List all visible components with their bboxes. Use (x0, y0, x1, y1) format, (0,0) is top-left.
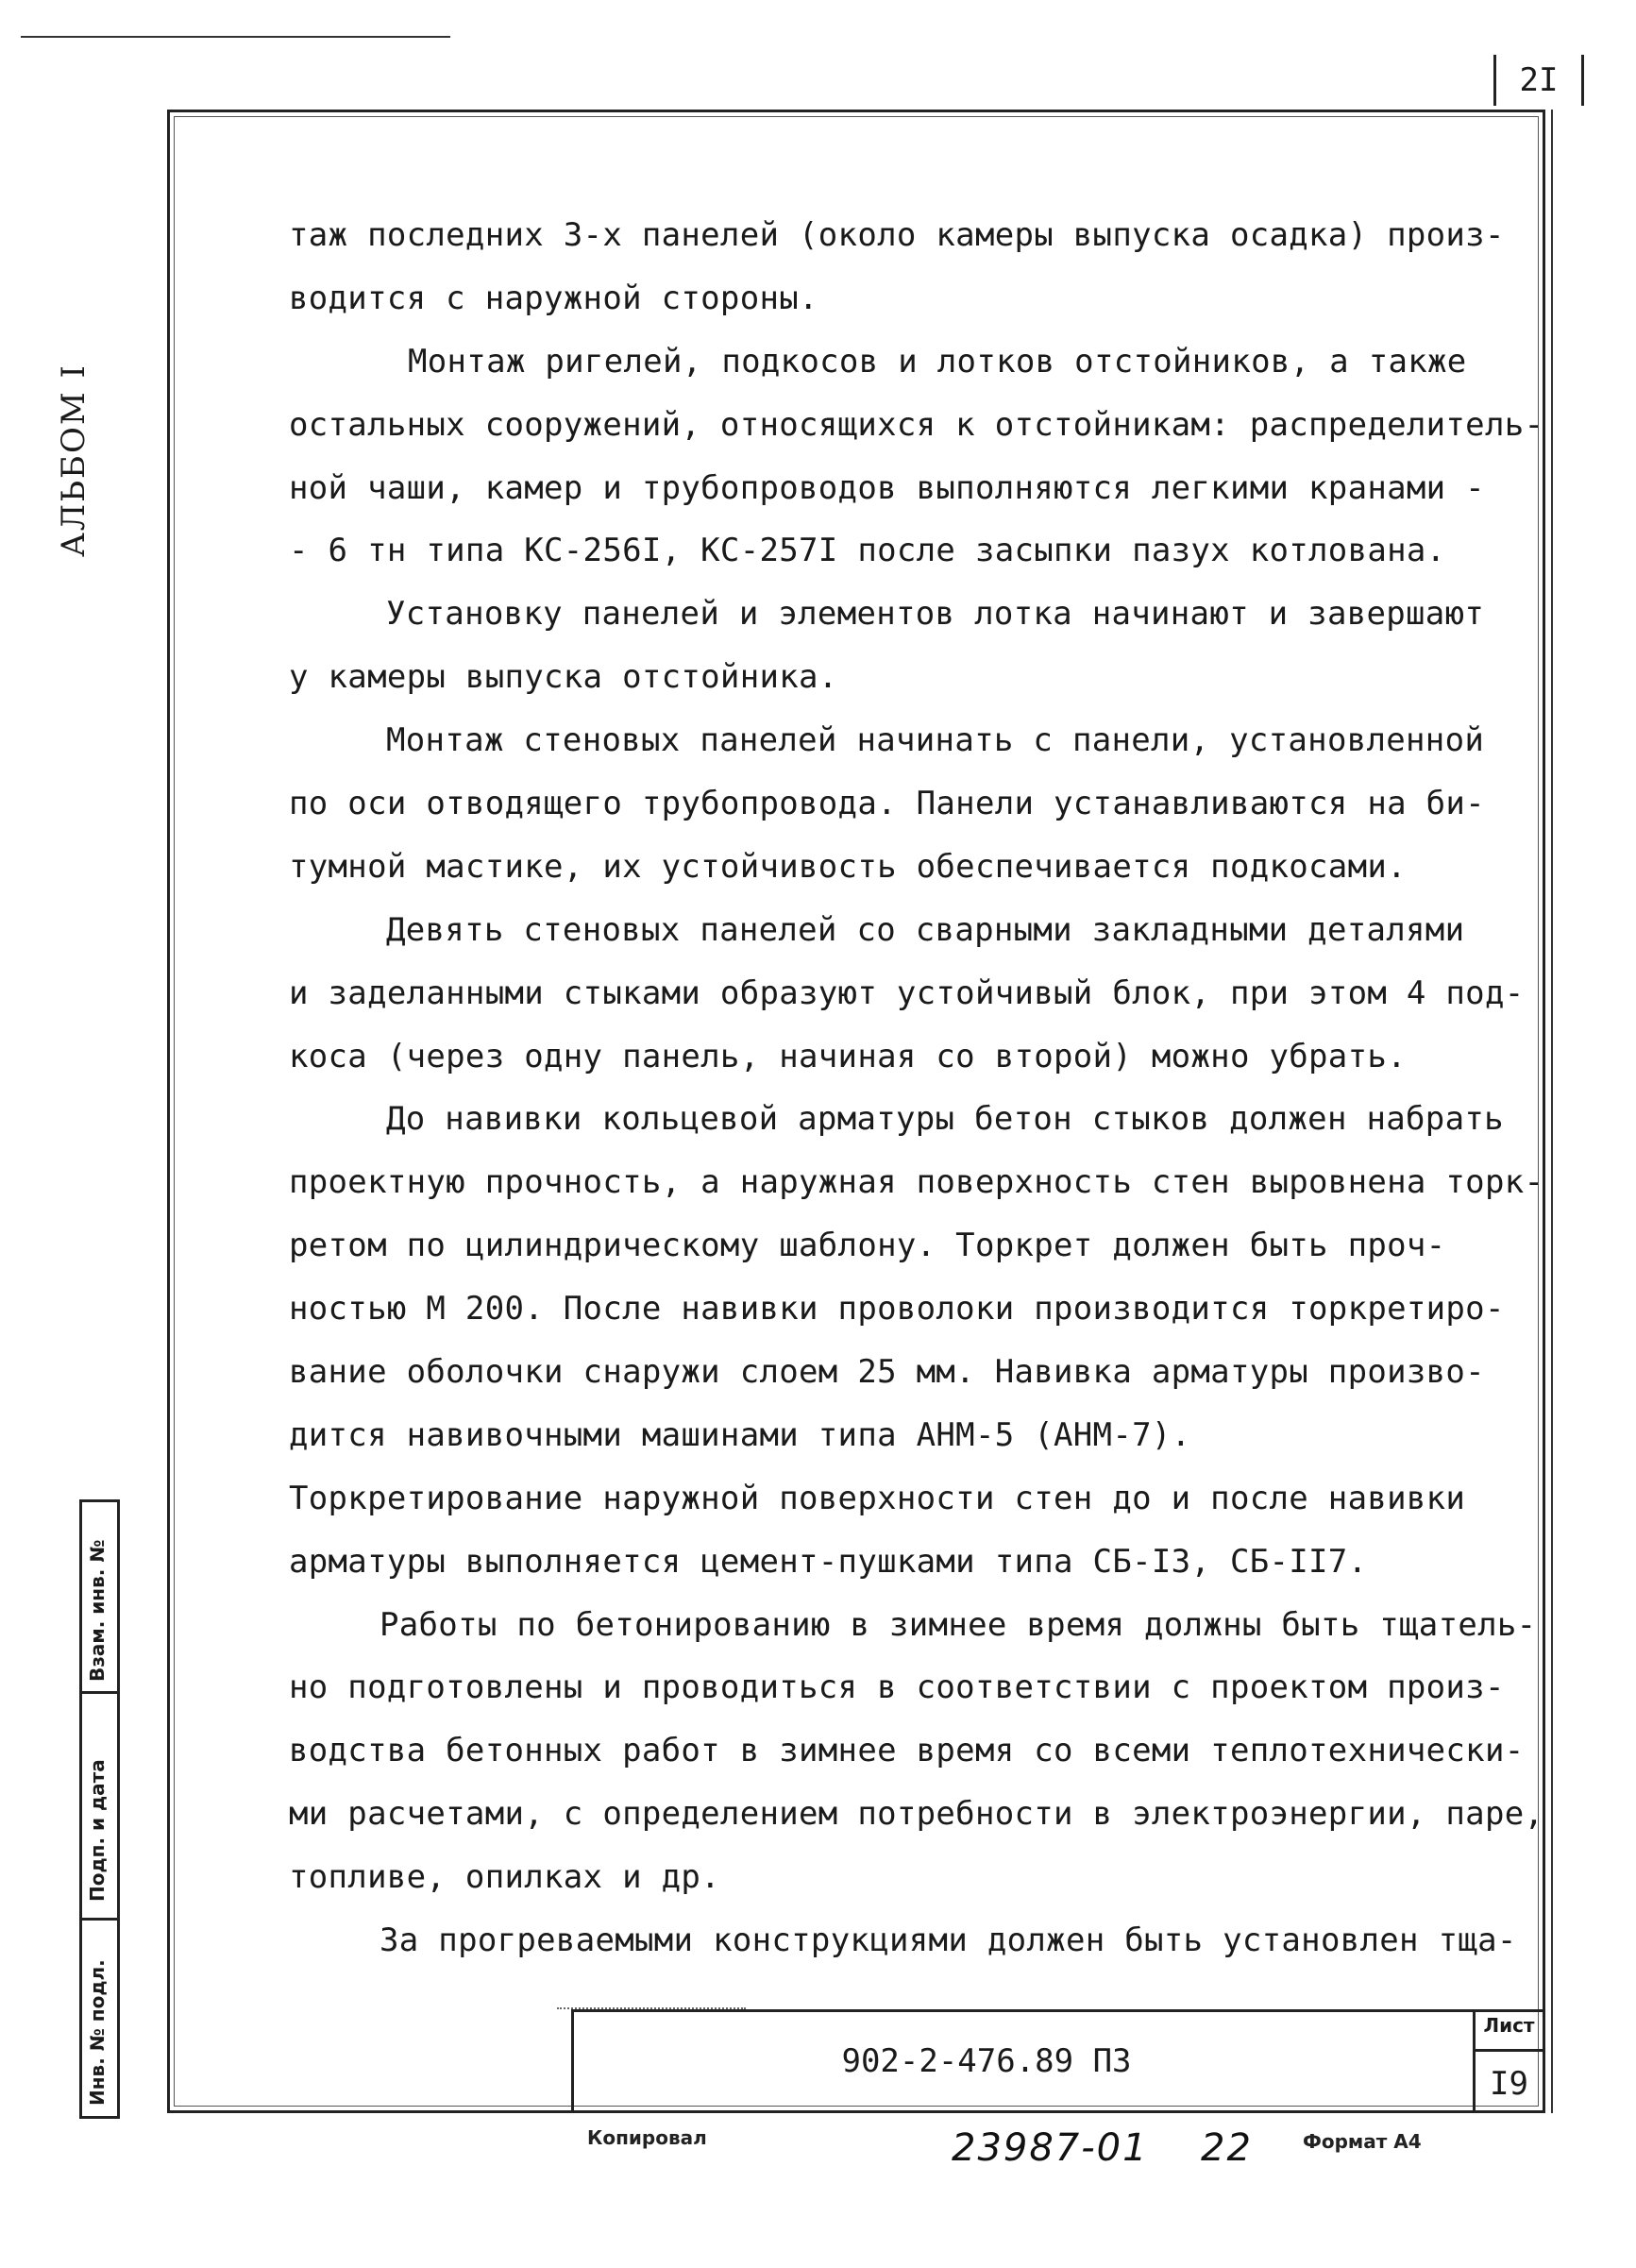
text-line: коса (через одну панель, начиная со второй) можно убрать. (289, 1037, 1407, 1075)
text-line: - 6 тн типа КС-256I, КС-257I после засыпки пазух котлована. (289, 532, 1446, 570)
text-line: но подготовлены и проводиться в соответствии с проектом произ- (289, 1668, 1505, 1707)
top-rule (21, 36, 450, 38)
frame-right-edge (1551, 110, 1553, 2113)
text-line: Девять стеновых панелей со сварными закладными деталями (386, 910, 1465, 949)
document-code: 902-2-476.89 ПЗ (841, 2042, 1132, 2080)
text-line: ми расчетами, с определением потребности в электроэнергии, паре, (289, 1795, 1544, 1834)
handwritten-page: 22 (1201, 2126, 1253, 2170)
text-line: Установку панелей и элементов лотка начинают и завершают (386, 595, 1485, 634)
text-line: арматуры выполняется цемент-пушками типа СБ-I3, СБ-II7. (289, 1542, 1368, 1581)
album-label: АЛЬБОМ I (55, 364, 93, 557)
text-line: дится навивочными машинами типа АНМ-5 (АНМ-7). (289, 1415, 1191, 1454)
side-cell-vzam (82, 1502, 117, 1691)
text-line: остальных сооружений, относящихся к отстойникам: распределитель- (289, 405, 1544, 444)
text-line: До навивки кольцевой арматуры бетон стыков должен набрать (386, 1100, 1504, 1139)
text-line: вание оболочки снаружи слоем 25 мм. Навивка арматуры произво- (289, 1353, 1485, 1392)
text-line: водства бетонных работ в зимнее время со всеми теплотехнически- (289, 1732, 1525, 1770)
text-line: и заделанными стыками образуют устойчивый блок, при этом 4 под- (289, 973, 1525, 1012)
text-line: Монтаж стеновых панелей начинать с панели, установленной (386, 721, 1485, 760)
side-cell-inv (82, 1918, 117, 2119)
text-line: ретом по цилиндрическому шаблону. Торкрет должен быть проч- (289, 1227, 1446, 1265)
sheet-number: I9 (1490, 2065, 1528, 2103)
text-line: За прогреваемыми конструкциями должен быть установлен тща- (379, 1921, 1517, 1960)
text-line: Монтаж ригелей, подкосов и лотков отстойников, а также (408, 342, 1467, 381)
text-line: ной чаши, камер и трубопроводов выполняются легкими кранами - (289, 468, 1485, 507)
text-line: тумной мастике, их устойчивость обеспечивается подкосами. (289, 847, 1407, 886)
text-line: ностью М 200. После навивки проволоки производится торкретиро- (289, 1290, 1505, 1329)
sheet-label: Лист (1473, 2014, 1545, 2052)
handwritten-number: 23987-01 (952, 2126, 1149, 2170)
side-cell-podp (82, 1691, 117, 1921)
text-line: по оси отводящего трубопровода. Панели устанавливаются на би- (289, 785, 1485, 823)
text-line: таж последних 3-х панелей (около камеры выпуска осадка) произ- (289, 216, 1505, 254)
copied-label: Копировал (587, 2126, 707, 2149)
format-label: Формат А4 (1303, 2130, 1422, 2153)
text-line: у камеры выпуска отстойника. (289, 658, 838, 697)
text-line: Торкретирование наружной поверхности стен до и после навивки (289, 1479, 1466, 1517)
side-table (79, 1499, 120, 2119)
side-label-inv-podl: Инв. № подл. (86, 1959, 109, 2106)
side-label-vzam-inv: Взам. инв. № (86, 1539, 109, 1682)
text-line: водится с наружной стороны. (289, 279, 818, 317)
body-text (289, 204, 1544, 1972)
page-number: 2I (1493, 55, 1584, 106)
text-line: проектную прочность, а наружная поверхность стен выровнена торк- (289, 1163, 1544, 1202)
text-line: топливе, опилках и др. (289, 1858, 720, 1897)
side-label-podp-data: Подп. и дата (86, 1759, 109, 1902)
text-line: Работы по бетонированию в зимнее время должны быть тщатель- (379, 1605, 1537, 1644)
